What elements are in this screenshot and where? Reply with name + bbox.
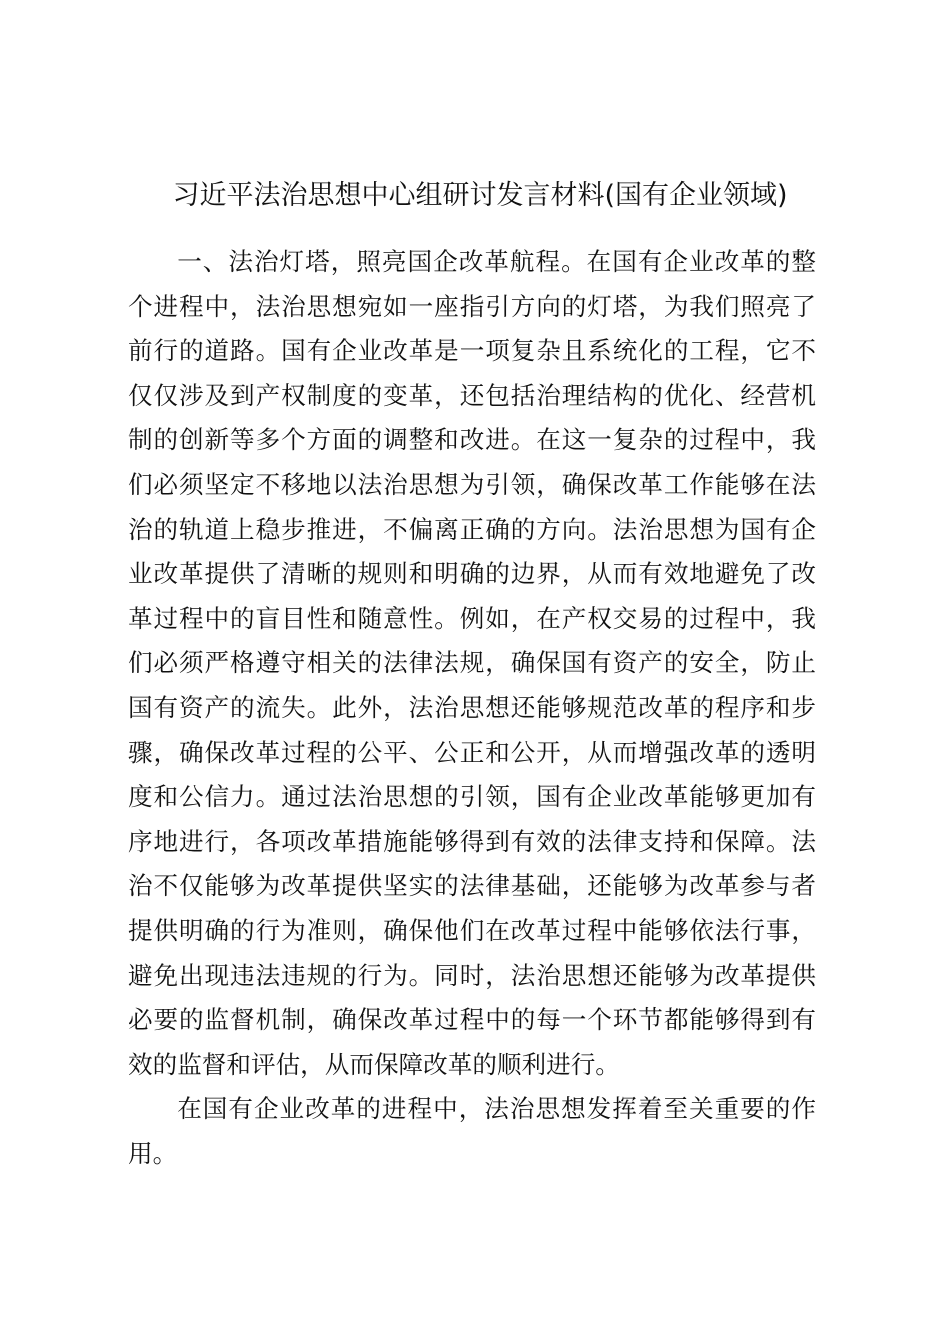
paragraph-2: 在国有企业改革的进程中，法治思想发挥着至关重要的作用。 — [128, 1094, 816, 1168]
document-body — [128, 240, 816, 1176]
paragraph-1: 一、法治灯塔，照亮国企改革航程。在国有企业改革的整个进程中，法治思想宛如一座指引方向的灯塔，为我们照亮了前行的道路。国有企业改革是一项复杂且系统化的工程，它不仅仅涉及到产权制度的变革，还包括治理结构的优化、经营机制的创新等多个方面的调整和改进。在这一复杂的过程中，我们必须坚定不移地以法治思想为引领，确保改革工作能够在法治的轨道上稳步推进，不偏离正确的方向。法治思想为国有企业改革提供了清晰的规则和明确的边界，从而有效地避免了改革过程中的盲目性和随意性。例如，在产权交易的过程中，我们必须严格遵守相关的法律法规，确保国有资产的安全，防止国有资产的流失。此外，法治思想还能够规范改革的程序和步骤，确保改革过程的公平、公正和公开，从而增强改革的透明度和公信力。通过法治思想的引领，国有企业改革能够更加有序地进行，各项改革措施能够得到有效的法律支持和保障。法治不仅能够为改革提供坚实的法律基础，还能够为改革参与者提供明确的行为准则，确保他们在改革过程中能够依法行事，避免出现违法违规的行为。同时，法治思想还能够为改革提供必要的监督机制，确保改革过程中的每一个环节都能够得到有效的监督和评估，从而保障改革的顺利进行。 — [128, 247, 816, 1079]
document-title: 习近平法治思想中心组研讨发言材料(国有企业领域) — [172, 180, 788, 211]
